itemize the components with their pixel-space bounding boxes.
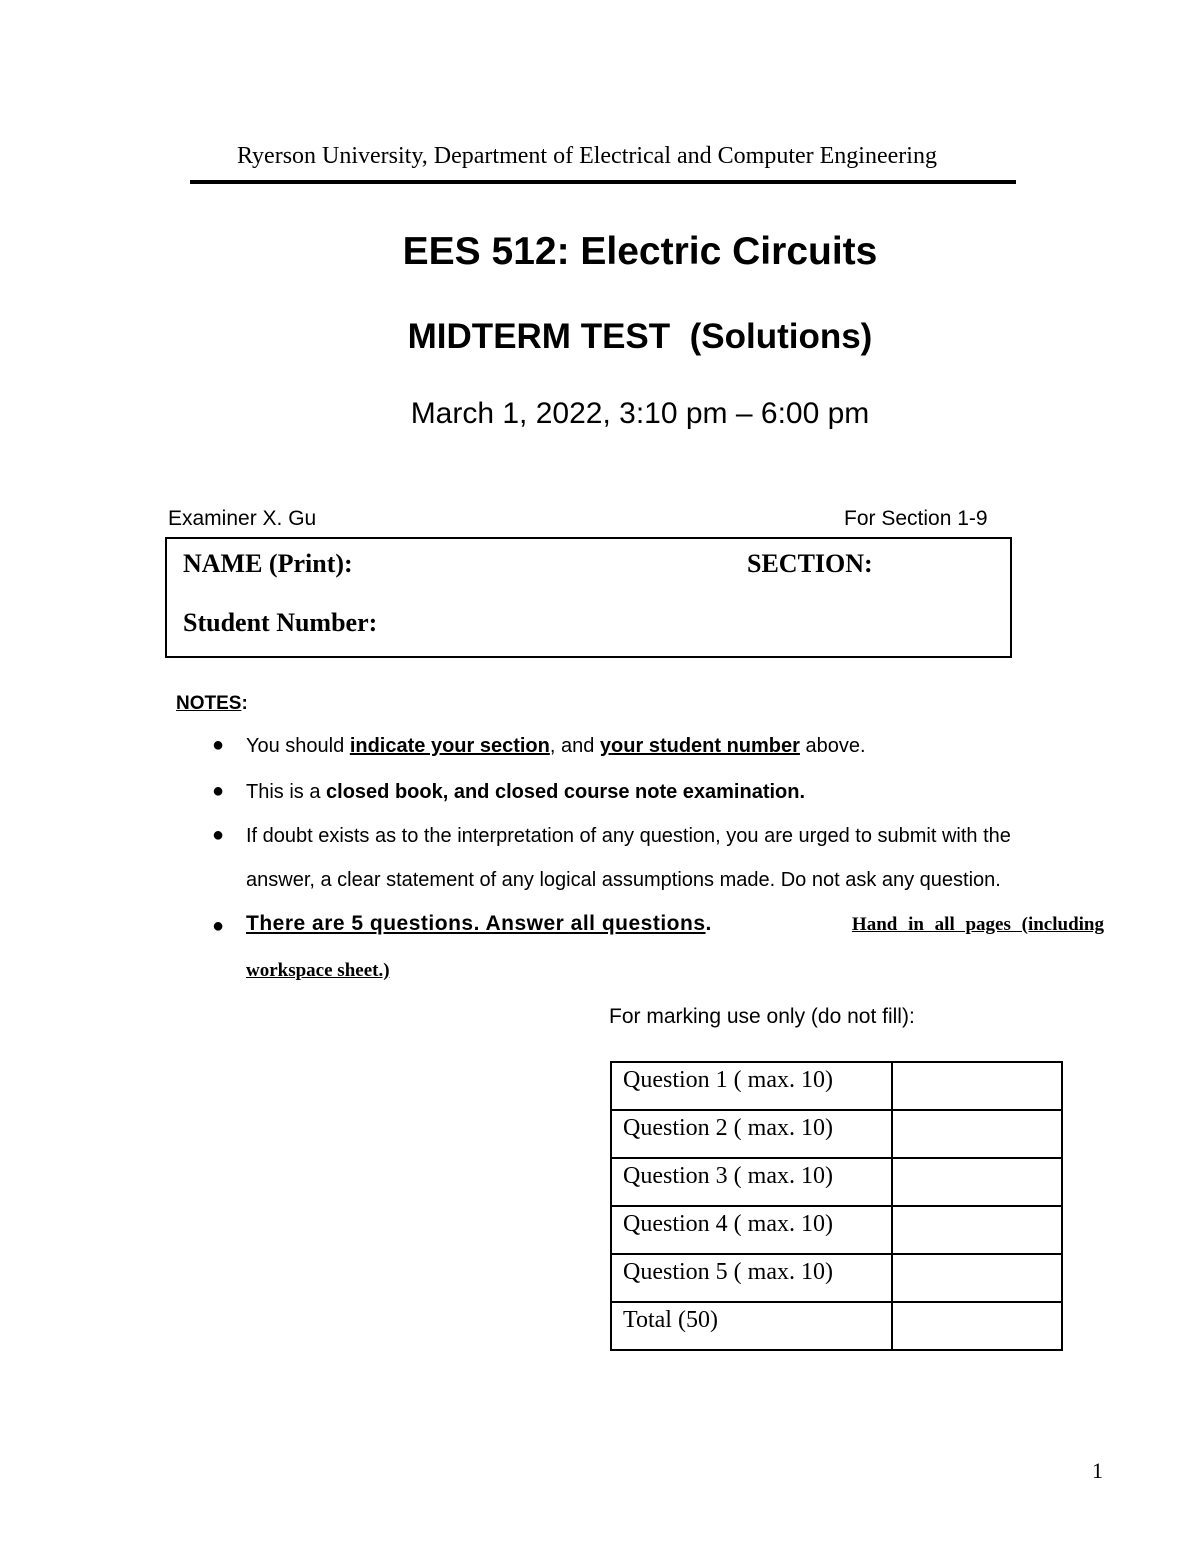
note-2	[246, 781, 805, 804]
note-2-pre: This is a	[246, 781, 327, 803]
score-cell	[892, 1158, 1062, 1206]
question-cell: Question 1 ( max. 10)	[611, 1062, 892, 1110]
note-1-pre: You should	[246, 735, 350, 757]
note-1-section: indicate your section	[349, 735, 550, 757]
note-1-student-number: your student number	[599, 735, 800, 757]
note-4	[246, 912, 1104, 936]
bullet: ●	[212, 780, 225, 802]
for-section: For Section 1-9	[844, 507, 988, 530]
score-cell	[892, 1062, 1062, 1110]
bullet: ●	[212, 734, 225, 756]
test-date: March 1, 2022, 3:10 pm – 6:00 pm	[410, 397, 870, 430]
table-row	[611, 1254, 1062, 1302]
table-row	[611, 1062, 1062, 1110]
table-row	[611, 1110, 1062, 1158]
note-4-questions: There are 5 questions. Answer all questions	[246, 912, 706, 935]
question-cell: Question 4 ( max. 10)	[611, 1206, 892, 1254]
question-cell: Question 5 ( max. 10)	[611, 1254, 892, 1302]
score-cell	[892, 1302, 1062, 1350]
notes-heading	[176, 693, 248, 715]
name-print-label: NAME (Print):	[183, 549, 353, 578]
score-cell	[892, 1254, 1062, 1302]
table-row	[611, 1302, 1062, 1350]
question-cell: Question 3 ( max. 10)	[611, 1158, 892, 1206]
note-3-line-1: If doubt exists as to the interpretation of any question, you are urged to submit with the	[246, 825, 1011, 847]
note-3-line-2: answer, a clear statement of any logical assumptions made. Do not ask any question.	[246, 869, 1001, 891]
note-2-bold: closed book, and closed course note examination.	[326, 781, 806, 803]
test-title: MIDTERM TEST (Solutions)	[407, 317, 873, 356]
total-cell: Total (50)	[611, 1302, 892, 1350]
score-cell	[892, 1110, 1062, 1158]
student-number-label: Student Number:	[183, 608, 378, 637]
table-row	[611, 1158, 1062, 1206]
course-title: EES 512: Electric Circuits	[402, 230, 878, 273]
marking-label: For marking use only (do not fill):	[609, 1005, 915, 1028]
examiner: Examiner X. Gu	[168, 507, 317, 530]
note-1	[246, 735, 866, 758]
note-4-line-2: workspace sheet.)	[246, 960, 390, 981]
score-cell	[892, 1206, 1062, 1254]
header-rule	[190, 180, 1016, 184]
note-1-post: above.	[799, 735, 866, 757]
note-1-mid: , and	[549, 735, 600, 757]
notes-heading-colon: :	[241, 693, 248, 714]
table-row	[611, 1206, 1062, 1254]
institution-header: Ryerson University, Department of Electrical and Computer Engineering	[237, 143, 937, 169]
page-number: 1	[1092, 1458, 1103, 1483]
bullet: ●	[212, 824, 225, 846]
question-cell: Question 2 ( max. 10)	[611, 1110, 892, 1158]
marks-table	[610, 1061, 1063, 1351]
note-4-hand-in: Hand in all pages (including	[851, 914, 1104, 935]
notes-heading-text: NOTES	[176, 693, 242, 714]
section-label: SECTION:	[747, 549, 873, 578]
bullet: ●	[212, 915, 225, 937]
student-info-box	[165, 537, 1012, 658]
note-4-dot: .	[705, 912, 712, 935]
